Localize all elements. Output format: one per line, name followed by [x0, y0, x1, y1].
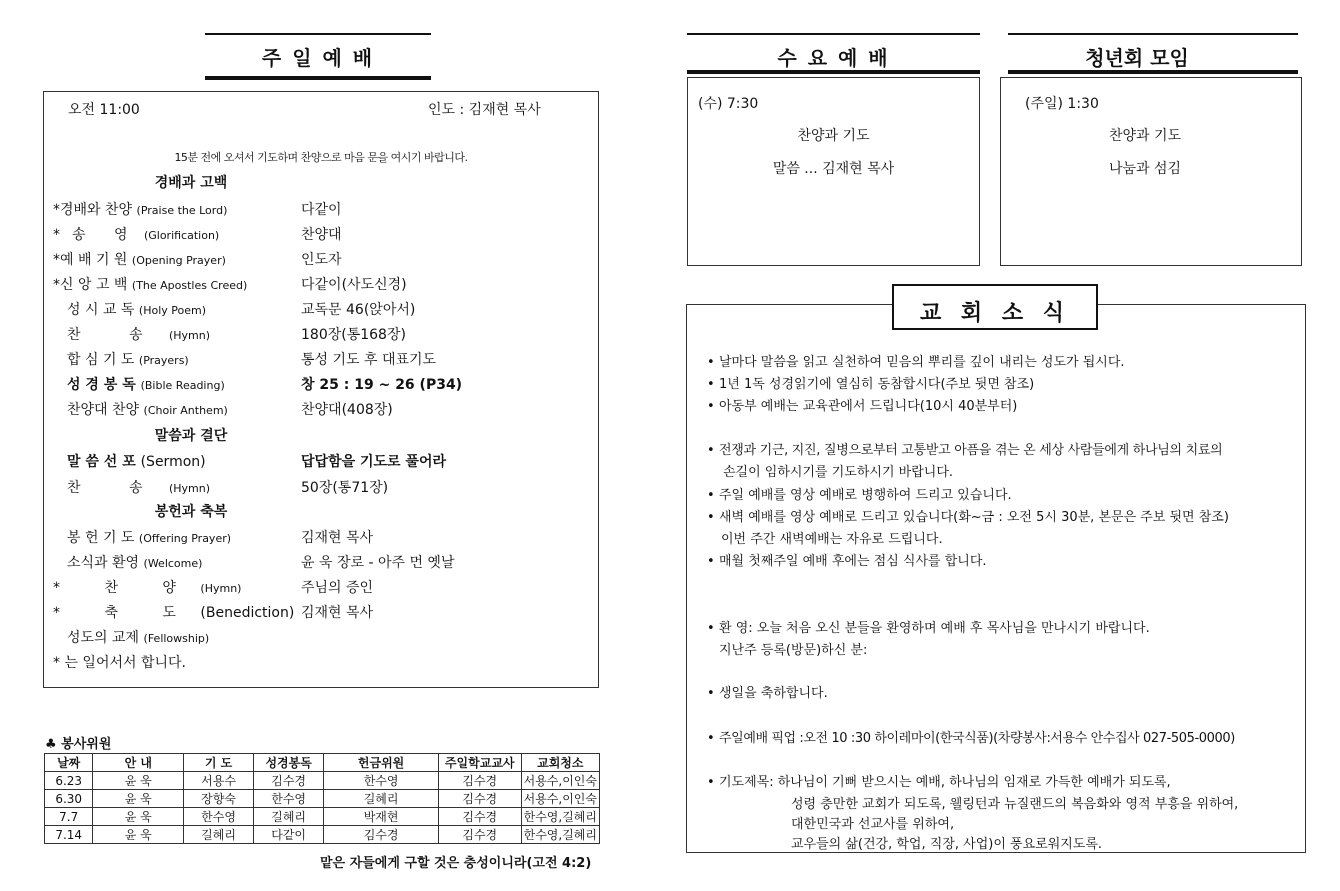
staff-header: 주일학교교사 — [438, 754, 521, 772]
staff-header: 안 내 — [93, 754, 184, 772]
table-row — [45, 772, 600, 790]
table-row — [45, 826, 600, 844]
staff-cell: 서용수 — [184, 772, 254, 790]
youth-title: 청년회 모임 — [1085, 46, 1189, 70]
staff-cell: 김수경 — [438, 808, 521, 826]
sunday-title-bottom-rule — [205, 76, 431, 80]
staff-header: 교회청소 — [521, 754, 599, 772]
staff-cell: 길혜리 — [184, 826, 254, 844]
staff-cell: 박재현 — [324, 808, 439, 826]
staff-header: 성경봉독 — [254, 754, 324, 772]
news-item: • 날마다 말씀을 읽고 실천하여 믿음의 뿌리를 깊이 내리는 성도가 됩시다. — [707, 355, 1125, 370]
youth-time: (주일) 1:30 — [1025, 96, 1099, 112]
sunday-leader: 인도 : 김재현 목사 — [428, 102, 541, 118]
section-heading-word: 말씀과 결단 — [154, 428, 228, 444]
news-item: • 매월 첫째주일 예배 후에는 점심 식사를 합니다. — [707, 554, 987, 569]
wednesday-title-top-rule — [687, 33, 980, 35]
staff-cell: 김수경 — [438, 790, 521, 808]
sunday-time: 오전 11:00 — [68, 102, 140, 118]
news-item: • 주일 예배를 영상 예배로 병행하여 드리고 있습니다. — [707, 488, 1012, 503]
sunday-title-top-rule — [205, 33, 431, 35]
youth-title-top-rule — [1008, 33, 1298, 35]
staff-table — [44, 753, 600, 844]
news-item: • 1년 1독 성경읽기에 열심히 동참합시다(주보 뒷면 참조) — [707, 377, 1035, 392]
staff-cell: 윤 욱 — [93, 808, 184, 826]
staff-cell: 서용수,이인숙 — [521, 772, 599, 790]
sunday-notice: 15분 전에 오셔서 기도하며 찬양으로 마음 문을 여시기 바랍니다. — [174, 151, 468, 164]
youth-box — [1000, 77, 1302, 266]
sunday-footnote: * 는 일어서서 합니다. — [53, 655, 186, 671]
news-item-continued: 대한민국과 선교사를 위하여, — [791, 817, 955, 832]
staff-header: 기 도 — [184, 754, 254, 772]
staff-cell: 윤 욱 — [93, 772, 184, 790]
staff-cell: 김수경 — [438, 826, 521, 844]
staff-cell: 7.7 — [45, 808, 93, 826]
staff-cell: 길혜리 — [324, 790, 439, 808]
staff-header-row — [45, 754, 600, 772]
table-row — [45, 808, 600, 826]
staff-title: ♣ 봉사위원 — [45, 737, 112, 752]
section-heading-worship: 경배과 고백 — [154, 175, 228, 191]
sunday-order-box: 오전 11:00 인도 : 김재현 목사 15분 전에 오셔서 기도하며 찬양으로 마음 문을 여시기 바랍니다. 경배과 고백 *경배와 찬양 (Praise the Lord) 다같이 *송 영 (Glorification) 찬양대 *예 배 기 원 (Opening Prayer) 인도자 *신 앙 고 백 (The Apostles Creed) 다같이(사도신경) 성 시 교 독 (Holy Poem) 교독문 46(앉아서) 찬 송 (Hymn) 180장(통168장) 합 심 기 도 (Prayers) 통성 기도 후 대표기도 성 경 봉 독 (Bible Reading) 창 25 : 19 ~ 26 (P34) 찬양대 찬양 (Choir Anthem) 찬양대(408장) 말씀과 결단 말 씀 선 포 (Sermon) 답답함을 기도로 풀어라 찬 송 (Hymn) 50장(통71장) 봉헌과 축복 봉 헌 기 도 (Offering Prayer) 김재현 목사 소식과 환영 (Welcome) 윤 욱 장로 - 아주 먼 옛날 * 찬 양 (Hymn) 주님의 증인 * 축 도 (Benediction) 김재현 목사 성도의 교제 (Fellowship) * 는 일어서서 합니다. — [43, 91, 599, 688]
staff-cell: 7.14 — [45, 826, 93, 844]
youth-line: 나눔과 섬김 — [1108, 161, 1182, 177]
news-item: • 생일을 축하합니다. — [707, 686, 828, 701]
news-item: • 새벽 예배를 영상 예배로 드리고 있습니다(화~금 : 오전 5시 30분, 본문은 주보 뒷면 참조) — [707, 510, 1229, 525]
staff-cell: 윤 욱 — [93, 826, 184, 844]
staff-cell: 한수영 — [254, 790, 324, 808]
news-item: • 주일예배 픽업 :오전 10 :30 하이레마이(한국식품)(차량봉사:서용수 안수집사 027-505-0000) — [707, 731, 1235, 746]
news-item-continued: 손길이 임하시기를 기도하시기 바랍니다. — [723, 465, 954, 480]
staff-header: 날짜 — [45, 754, 93, 772]
news-item: • 아동부 예배는 교육관에서 드립니다(10시 40분부터) — [707, 399, 1018, 414]
staff-cell: 장향숙 — [184, 790, 254, 808]
staff-cell: 한수영,길혜리 — [521, 808, 599, 826]
staff-cell: 한수영 — [184, 808, 254, 826]
staff-cell: 다같이 — [254, 826, 324, 844]
staff-cell: 김수경 — [324, 826, 439, 844]
wednesday-line: 말씀 ... 김재현 목사 — [772, 161, 895, 177]
table-row — [45, 790, 600, 808]
staff-cell: 윤 욱 — [93, 790, 184, 808]
staff-cell: 한수영,길혜리 — [521, 826, 599, 844]
news-item: • 환 영: 오늘 처음 오신 분들을 환영하며 예배 후 목사님을 만나시기 바랍니다. — [707, 621, 1150, 636]
youth-line: 찬양과 기도 — [1108, 128, 1182, 144]
wednesday-title-bottom-rule — [687, 70, 980, 74]
wednesday-line: 찬양과 기도 — [797, 128, 870, 144]
news-item: • 기도제목: 하나님이 기뻐 받으시는 예배, 하나님의 임재로 가득한 예배가 되도록, — [707, 775, 1171, 790]
news-box — [686, 304, 1306, 853]
staff-cell: 서용수,이인숙 — [521, 790, 599, 808]
wednesday-title: 수 요 예 배 — [777, 46, 890, 70]
staff-cell: 6.23 — [45, 772, 93, 790]
staff-cell: 김수경 — [254, 772, 324, 790]
staff-verse: 맡은 자들에게 구할 것은 충성이니라(고전 4:2) — [320, 856, 592, 871]
news-title: 교 회 소 식 — [920, 301, 1070, 326]
staff-cell: 한수영 — [324, 772, 439, 790]
news-item-continued: 교우들의 삶(건강, 학업, 직장, 사업)이 풍요로워지도록. — [791, 837, 1103, 852]
sunday-title: 주 일 예 배 — [261, 46, 375, 70]
youth-title-bottom-rule — [1008, 70, 1298, 74]
staff-cell: 길혜리 — [254, 808, 324, 826]
news-item-continued: 지난주 등록(방문)하신 분: — [719, 643, 868, 658]
wednesday-time: (수) 7:30 — [698, 96, 759, 112]
section-heading-offering: 봉헌과 축복 — [154, 504, 228, 520]
staff-header: 헌금위원 — [324, 754, 439, 772]
staff-cell: 6.30 — [45, 790, 93, 808]
news-item: • 전쟁과 기근, 지진, 질병으로부터 고통받고 아픔을 겪는 온 세상 사람들에게 하나님의 치료의 — [707, 443, 1223, 458]
news-item-continued: 이번 주간 새벽예배는 자유로 드립니다. — [721, 532, 943, 547]
wednesday-box — [687, 77, 980, 266]
staff-cell: 김수경 — [438, 772, 521, 790]
news-title-box — [892, 284, 1098, 330]
news-item-continued: 성령 충만한 교회가 되도록, 웰링턴과 뉴질랜드의 복음화와 영적 부흥을 위하여, — [791, 797, 1239, 812]
